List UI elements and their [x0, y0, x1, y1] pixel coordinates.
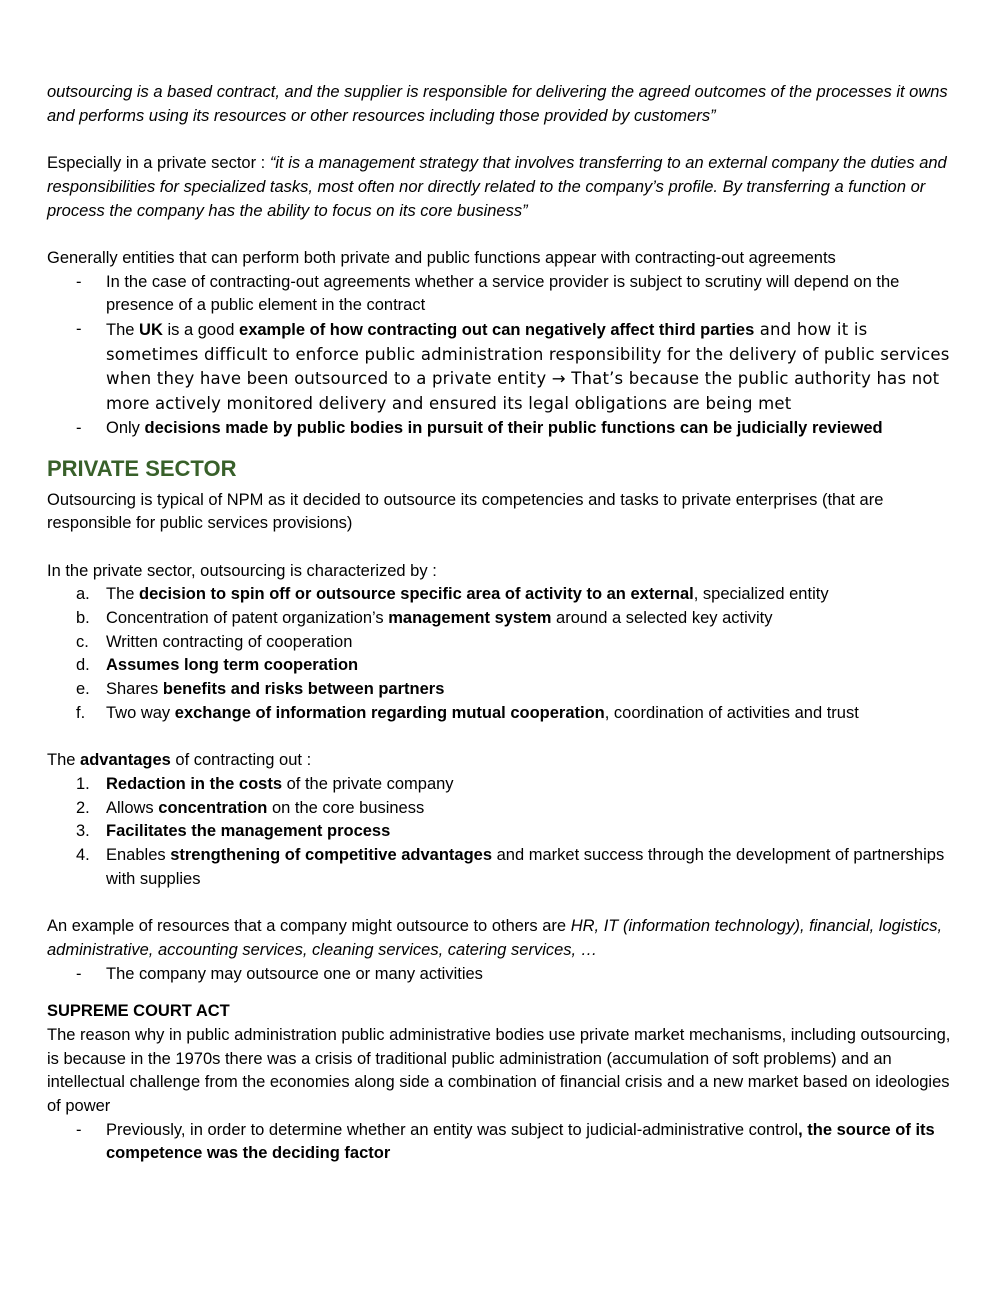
- advantages-intro: [47, 749, 957, 773]
- bold-text: concentration: [158, 798, 268, 817]
- bold-text: management system: [388, 609, 552, 628]
- item-text: The: [106, 585, 140, 604]
- list-item: [47, 1119, 957, 1166]
- list-marker: f.: [76, 703, 86, 722]
- bullet-marker: -: [76, 272, 82, 291]
- supreme-court-paragraph: The reason why in public administration public administrative bodies use private market mechanisms, including outsourcing, is because in the 1970s there was a crisis of traditional public administration (accumulation of soft problems) and an intellectual challenge from the economies along side a combination of financial crisis and a new market based on ideologies of power: [47, 1025, 951, 1116]
- item-text: Enables: [106, 846, 171, 865]
- list-item: [47, 417, 957, 441]
- item-text: Written contracting of cooperation: [106, 632, 353, 651]
- list-item: [47, 607, 957, 631]
- resources-bullets: [47, 963, 957, 987]
- list-marker: 1.: [76, 774, 90, 793]
- list-item: [47, 271, 957, 318]
- list-item: [47, 773, 957, 797]
- private-definition-quote: “it is a management strategy that involves transferring to an external company the duties and responsibilities for specialized tasks, most often nor directly related to the company’s profile. By transferring a function or process the company has the ability to focus on its core business”: [47, 154, 947, 220]
- bullet-text: and how it is sometimes difficult to enforce public administration responsibility for the delivery of public services when they have been outsourced to a private entity → That’s because the public authority has not more actively monitored delivery and ensured its legal obligations are being met: [106, 320, 950, 414]
- private-sector-definition: [47, 152, 957, 223]
- list-item: [47, 844, 957, 891]
- list-item: [47, 820, 957, 844]
- list-item: [47, 702, 957, 726]
- private-sector-heading: PRIVATE SECTOR: [47, 455, 237, 481]
- list-item: [47, 654, 957, 678]
- bullet-text: Previously, in order to determine whether an entity was subject to judicial-administrative control: [106, 1120, 799, 1139]
- item-text: of contracting out :: [170, 751, 312, 770]
- item-text: Concentration of patent organization’s: [106, 609, 389, 628]
- item-text: The: [47, 751, 81, 770]
- list-marker: 3.: [76, 822, 90, 841]
- list-marker: b.: [76, 609, 90, 628]
- resources-paragraph: [47, 915, 957, 962]
- entities-paragraph: Generally entities that can perform both private and public functions appear with contracting-out agreements: [47, 248, 836, 267]
- npm-paragraph: Outsourcing is typical of NPM as it decided to outsource its competencies and tasks to private enterprises (that are responsible for public services provisions): [47, 490, 884, 533]
- document-page: [47, 81, 957, 1166]
- bold-text: exchange of information regarding mutual cooperation: [174, 703, 605, 722]
- list-marker: 2.: [76, 798, 90, 817]
- list-item: [47, 678, 957, 702]
- bold-text: decisions made by public bodies in pursuit of their public functions can be judicially reviewed: [144, 418, 883, 437]
- item-text: and market success through the development of partnerships with supplies: [106, 846, 945, 888]
- bold-text: example of how contracting out can negatively affect third parties: [239, 321, 755, 339]
- bullet-text: In the case of contracting-out agreements whether a service provider is subject to scrutiny will depend on the presence of a public element in the contract: [106, 272, 900, 315]
- item-text: , specialized entity: [693, 585, 829, 604]
- item-text: on the core business: [267, 798, 425, 817]
- advantages-list: [47, 773, 957, 892]
- item-text: around a selected key activity: [551, 609, 773, 628]
- bold-text: , the source of its competence was the deciding factor: [106, 1120, 935, 1163]
- item-text: Allows: [106, 798, 159, 817]
- list-item: [47, 318, 957, 417]
- characterized-intro: In the private sector, outsourcing is characterized by :: [47, 561, 437, 580]
- list-item: [47, 583, 957, 607]
- list-marker: e.: [76, 680, 90, 699]
- list-marker: 4.: [76, 846, 90, 865]
- list-marker: c.: [76, 632, 89, 651]
- bullet-text: is a good: [162, 321, 240, 339]
- item-text: Shares: [106, 680, 163, 699]
- list-item: [47, 631, 957, 655]
- list-item: [47, 963, 957, 987]
- list-item: [47, 797, 957, 821]
- outsourcing-definition-quote: outsourcing is a based contract, and the supplier is responsible for delivering the agreed outcomes of the processes it owns and performs using its resources or other resources including those provided by customers”: [47, 83, 948, 125]
- bullet-text: The company may outsource one or many activities: [106, 964, 483, 983]
- bold-text: decision to spin off or outsource specific area of activity to an external: [139, 585, 694, 604]
- list-marker: a.: [76, 585, 90, 604]
- bullet-marker: -: [76, 418, 82, 437]
- bullet-marker: -: [76, 320, 82, 338]
- bullet-text: Only: [106, 418, 145, 437]
- item-text: An example of resources that a company might outsource to others are: [47, 917, 571, 936]
- bold-text: Facilitates the management process: [106, 822, 391, 841]
- item-text: Two way: [106, 703, 175, 722]
- list-marker: d.: [76, 656, 90, 675]
- item-text: of the private company: [282, 774, 454, 793]
- contracting-out-bullets: [47, 271, 957, 441]
- bullet-marker: -: [76, 964, 82, 983]
- bold-text: benefits and risks between partners: [162, 680, 445, 699]
- bullet-marker: -: [76, 1120, 82, 1139]
- bold-text: advantages: [80, 751, 171, 770]
- characteristics-list: [47, 583, 957, 725]
- bold-text: UK: [139, 321, 163, 339]
- bullet-text: The: [106, 321, 140, 339]
- bold-text: strengthening of competitive advantages: [170, 846, 493, 865]
- bold-text: Redaction in the costs: [106, 774, 283, 793]
- item-text: , coordination of activities and trust: [604, 703, 859, 722]
- supreme-court-bullets: [47, 1119, 957, 1166]
- supreme-court-heading: SUPREME COURT ACT: [47, 1002, 230, 1021]
- bold-text: Assumes long term cooperation: [106, 656, 359, 675]
- private-definition-prefix: Especially in a private sector :: [47, 154, 270, 173]
- italic-text: HR, IT (information technology), financial, logistics, administrative, accounting services, cleaning services, catering services, …: [47, 917, 943, 959]
